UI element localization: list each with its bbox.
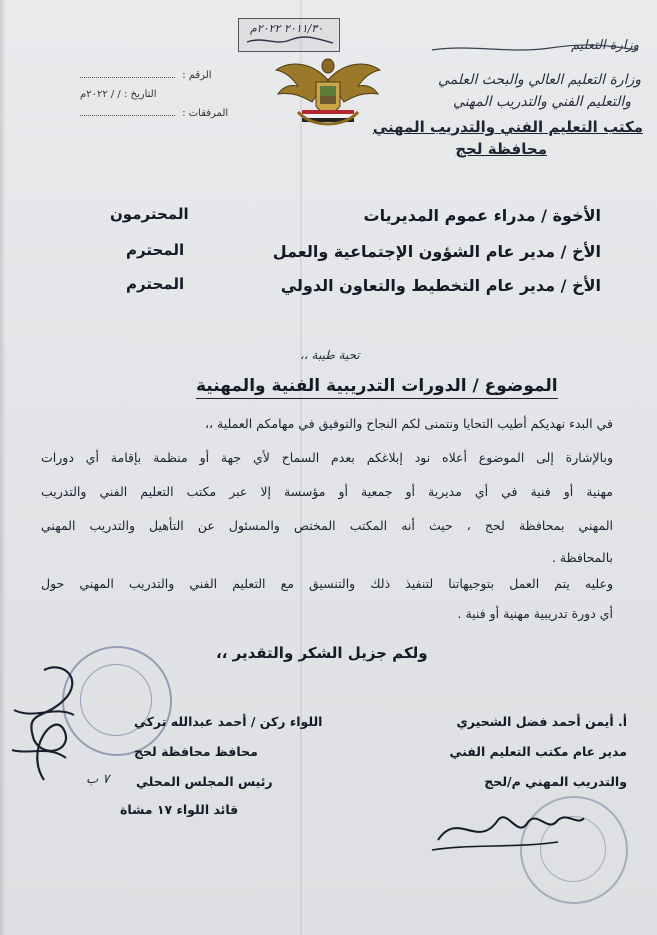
recipient-1-honorific: المحترمون [110,205,189,223]
body-line-6: وعليه يتم العمل بتوجيهاتنا لتنفيذ ذلك والتنسيق مع التعليم الفني والتدريب المهني حول [41,576,613,591]
body-line-1: في البدء نهديكم أطيب التحايا ونتمنى لكم النجاح والتوفيق في مهامكم العملية ،، [204,416,613,431]
director-signature-icon [428,800,588,860]
date-value: / / ٢٠٢٢م [80,89,121,100]
office-name: مكتب التعليم الفني والتدريب المهني [372,118,643,136]
handwritten-note: ٧ ب [86,772,110,787]
date-row [80,89,157,100]
ref-label: الرقم : [182,70,212,81]
body-line-3: مهنية أو فنية في أي مديرية أو جمعية أو مؤسسة إلا عبر مكتب التعليم الفني والتدريب [41,484,613,499]
recipient-3: الأخ / مدير عام التخطيط والتعاون الدولي [280,276,601,295]
page-fold-line [300,0,302,935]
attachments-dots [80,115,175,116]
body-line-2: وبالإشارة إلى الموضوع أعلاه نود إبلاغكم بعدم السماح لأي جهة أو منظمة بإقامة أي دورات [41,450,613,465]
greeting: تحية طيبة ،، [300,348,360,362]
governor-title: محافظ محافظة لحج [134,744,258,759]
corner-note: وزارة التعليم [570,38,639,53]
ref-row [80,70,212,81]
director-dept: والتدريب المهني م/لحج [484,774,627,789]
director-title: مدير عام مكتب التعليم الفني [449,744,627,759]
ministry-line-2: والتعليم الفني والتدريب المهني [452,94,631,110]
governorate-name: محافظة لحج [455,140,547,158]
recipient-1: الأخوة / مدراء عموم المديريات [363,206,601,225]
recipient-2: الأخ / مدير عام الشؤون الإجتماعية والعمل [272,242,601,261]
attachments-row [80,108,228,119]
closing-line: ولكم جزيل الشكر والتقدير ،، [216,644,428,662]
governor-brigade: قائد اللواء ١٧ مشاة [120,802,239,817]
body-line-7: أي دورة تدريبية مهنية أو فنية . [457,606,613,621]
governor-name: اللواء ركن / أحمد عبدالله تركي [134,714,323,729]
body-line-4: المهني بمحافظة لحج ، حيث أنه المكتب المختص والمسئول عن التأهيل والتدريب المهني [41,518,613,533]
stamp-text: ٢٠١١/٣٠ ٢٠٢٢م [250,22,324,35]
ref-dots [80,77,175,78]
stamp-scribble [245,34,335,48]
eagle-emblem-icon [272,52,384,134]
governor-signature-icon [4,650,124,820]
director-name: أ. أيمن أحمد فضل الشحيري [456,714,627,729]
subject-line: الموضوع / الدورات التدريبية الفنية والمهنية [196,376,558,399]
governor-council: رئيس المجلس المحلي [136,774,273,789]
recipient-2-honorific: المحترم [126,241,185,259]
attachments-label: المرفقات : [182,108,229,119]
body-line-5: بالمحافظة . [551,550,613,565]
date-label: التاريخ : [123,89,157,100]
ministry-line-1: وزارة التعليم العالي والبحث العلمي [438,72,641,88]
recipient-3-honorific: المحترم [126,275,185,293]
corner-scribble [430,40,640,58]
